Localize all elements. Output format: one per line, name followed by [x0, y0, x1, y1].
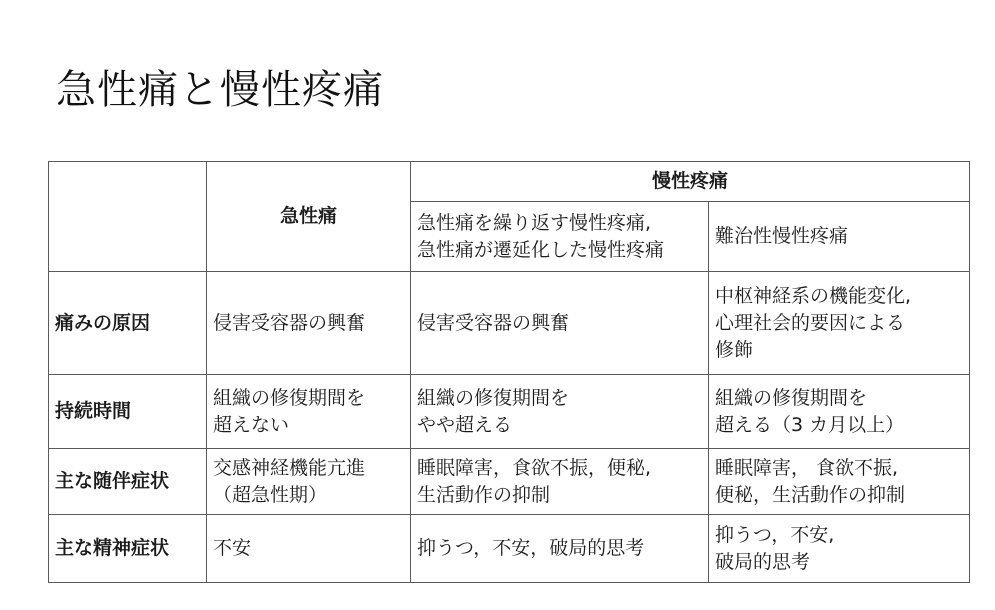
cell-line: やや超える	[417, 413, 513, 436]
row-label: 主な精神症状	[49, 515, 207, 583]
header-row-1	[49, 162, 970, 202]
header-chronic-group: 慢性疼痛	[411, 162, 970, 202]
cell-acute	[207, 375, 411, 449]
cell-line: 抑うつ，不安，破局的思考	[417, 537, 645, 559]
table-row	[49, 375, 970, 449]
cell-acute	[207, 449, 411, 515]
cell-chronic-sub2	[709, 515, 970, 583]
table-row	[49, 449, 970, 515]
cell-chronic-sub2	[709, 375, 970, 449]
cell-chronic-sub1	[411, 449, 709, 515]
header-chronic-sub1	[411, 202, 709, 272]
header-empty-cell	[49, 162, 207, 272]
cell-chronic-sub1	[411, 272, 709, 375]
cell-acute	[207, 515, 411, 583]
page-title: 急性痛と慢性疼痛	[56, 67, 384, 113]
cell-chronic-sub1	[411, 375, 709, 449]
row-label: 持続時間	[49, 375, 207, 449]
cell-line: 修飾	[715, 338, 754, 361]
header-chronic-sub1-line: 急性痛が遷延化した慢性疼痛	[417, 238, 665, 261]
cell-chronic-sub2	[709, 272, 970, 375]
header-acute: 急性痛	[207, 162, 411, 272]
cell-line: 抑うつ，不安,	[715, 523, 835, 546]
row-label: 主な随伴症状	[49, 449, 207, 515]
cell-chronic-sub2	[709, 449, 970, 515]
table-row	[49, 272, 970, 375]
row-label: 痛みの原因	[49, 272, 207, 375]
cell-acute	[207, 272, 411, 375]
comparison-table	[48, 161, 970, 583]
cell-line: 交感神経機能亢進	[213, 456, 366, 479]
cell-line: 侵害受容器の興奮	[417, 311, 570, 334]
cell-line: 組織の修復期間を	[213, 386, 366, 409]
cell-line: 心理社会的要因による	[715, 311, 906, 334]
cell-line: （超急性期）	[213, 483, 328, 506]
table-row	[49, 515, 970, 583]
cell-line: 睡眠障害，食欲不振，便秘,	[417, 456, 652, 479]
cell-line: 組織の修復期間を	[417, 386, 570, 409]
cell-line: 超えない	[213, 413, 290, 436]
cell-line: 破局的思考	[715, 550, 811, 573]
cell-line: 便秘，生活動作の抑制	[715, 483, 906, 506]
cell-line: 不安	[213, 537, 252, 559]
cell-line: 侵害受容器の興奮	[213, 311, 366, 334]
cell-line: 超える（3 カ月以上）	[715, 413, 905, 436]
cell-line: 睡眠障害， 食欲不振,	[715, 456, 899, 479]
header-chronic-sub1-line: 急性痛を繰り返す慢性疼痛,	[417, 211, 652, 234]
cell-line: 中枢神経系の機能変化,	[715, 284, 912, 307]
header-chronic-sub2: 難治性慢性疼痛	[709, 202, 970, 272]
cell-line: 組織の修復期間を	[715, 386, 868, 409]
cell-chronic-sub1	[411, 515, 709, 583]
cell-line: 生活動作の抑制	[417, 483, 551, 506]
